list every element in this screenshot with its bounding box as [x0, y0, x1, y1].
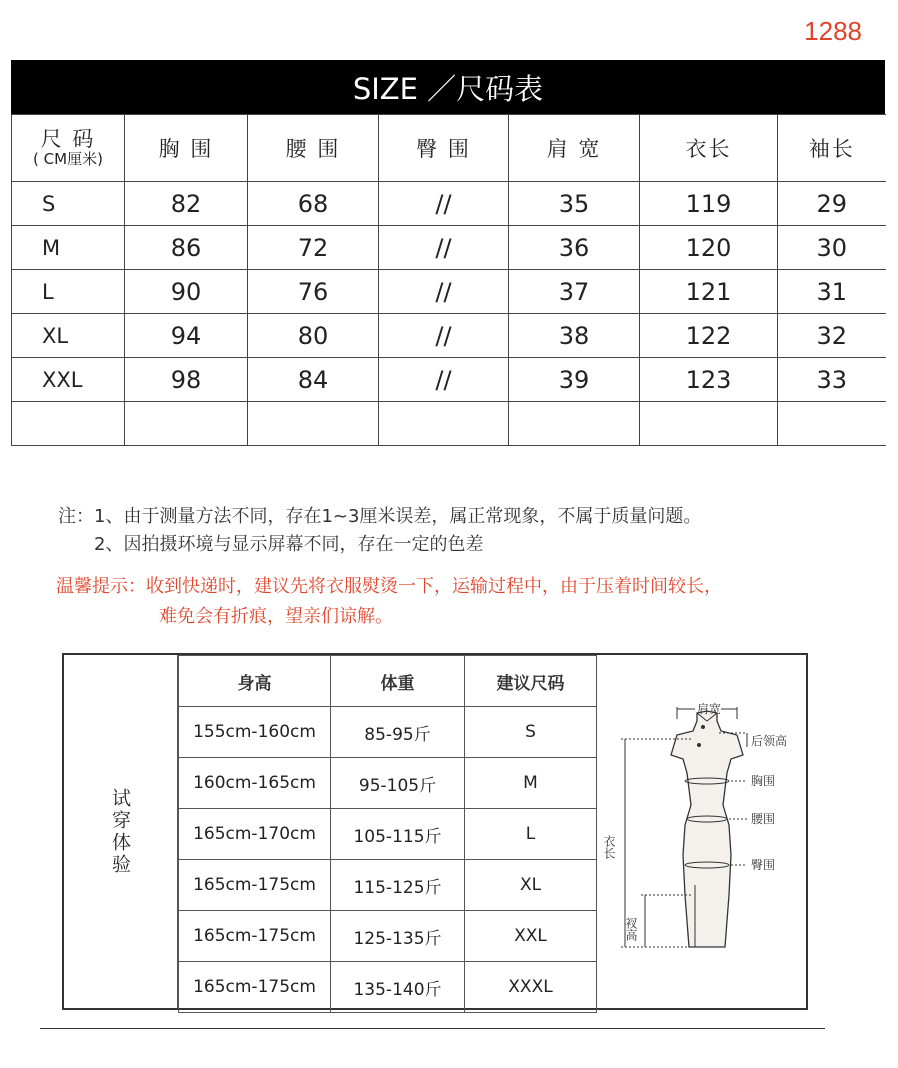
header-shoulder: 肩 宽: [509, 115, 640, 182]
cell-waist: 68: [248, 182, 379, 226]
diagram-label-collar: 后领高: [751, 734, 788, 748]
fitting-cell-size: S: [465, 707, 597, 758]
cell-length: 121: [640, 270, 778, 314]
header-size-label: 尺 码: [40, 127, 96, 152]
fitting-cell-height: 155cm-160cm: [179, 707, 331, 758]
cell-length: 123: [640, 358, 778, 402]
cell-shoulder: 39: [509, 358, 640, 402]
fitting-cell-height: 165cm-175cm: [179, 962, 331, 1013]
cell-sleeve: 31: [778, 270, 886, 314]
cell-chest: 86: [125, 226, 248, 270]
cell-waist: 72: [248, 226, 379, 270]
table-row: [179, 707, 597, 758]
empty-row: [12, 402, 886, 446]
cell-size: L: [12, 270, 125, 314]
cell-sleeve: 29: [778, 182, 886, 226]
fitting-cell-height: 165cm-175cm: [179, 911, 331, 962]
cell-chest: 82: [125, 182, 248, 226]
cell-shoulder: 36: [509, 226, 640, 270]
fitting-cell-size: XXL: [465, 911, 597, 962]
empty-cell: [778, 402, 886, 446]
diagram-label-hip: 臀围: [751, 858, 776, 872]
table-row: [179, 962, 597, 1013]
table-row: [12, 226, 886, 270]
cell-size: M: [12, 226, 125, 270]
header-sleeve: 袖长: [778, 115, 886, 182]
warm-tip: [56, 572, 722, 632]
diagram-label-length: 衣长: [602, 835, 616, 859]
cell-waist: 80: [248, 314, 379, 358]
table-row: [179, 860, 597, 911]
cell-hip: //: [379, 226, 509, 270]
fitting-cell-height: 165cm-170cm: [179, 809, 331, 860]
fitting-cell-weight: 115-125斤: [331, 860, 465, 911]
empty-cell: [379, 402, 509, 446]
table-row: [12, 182, 886, 226]
product-code: 1288: [804, 16, 862, 46]
diagram-label-chest: 胸围: [751, 774, 776, 788]
fitting-cell-size: M: [465, 758, 597, 809]
header-hip: 臀 围: [379, 115, 509, 182]
diagram-label-slit: 衩高: [624, 917, 638, 941]
table-row: [179, 911, 597, 962]
tip-line-2: 难免会有折痕，望亲们谅解。: [159, 606, 393, 627]
table-row: [12, 270, 886, 314]
fitting-experience-panel: [62, 653, 808, 1010]
header-length: 衣长: [640, 115, 778, 182]
fitting-header-height: 身高: [179, 656, 331, 707]
fitting-cell-height: 160cm-165cm: [179, 758, 331, 809]
cell-hip: //: [379, 182, 509, 226]
fitting-label-cell: [64, 655, 178, 1008]
diagram-label-shoulder: 肩宽: [697, 702, 722, 716]
size-chart-title: SIZE ／尺码表: [11, 60, 885, 114]
note-line-2: 2、因拍摄环境与显示屏幕不同，存在一定的色差: [94, 534, 484, 555]
fitting-cell-size: XL: [465, 860, 597, 911]
table-row: [12, 314, 886, 358]
fitting-cell-weight: 135-140斤: [331, 962, 465, 1013]
table-row: [179, 758, 597, 809]
table-row: [12, 358, 886, 402]
cell-hip: //: [379, 358, 509, 402]
fitting-cell-weight: 85-95斤: [331, 707, 465, 758]
empty-cell: [509, 402, 640, 446]
qipao-dress-icon: [597, 655, 807, 1008]
qipao-measurement-diagram: [596, 655, 806, 1008]
cell-waist: 84: [248, 358, 379, 402]
fitting-cell-weight: 95-105斤: [331, 758, 465, 809]
bottom-divider: [40, 1028, 825, 1029]
size-chart-table: [11, 114, 886, 446]
table-row: [179, 809, 597, 860]
cell-length: 122: [640, 314, 778, 358]
fitting-header-weight: 体重: [331, 656, 465, 707]
header-chest: 胸 围: [125, 115, 248, 182]
fitting-header-row: [179, 656, 597, 707]
empty-cell: [640, 402, 778, 446]
cell-chest: 94: [125, 314, 248, 358]
cell-length: 120: [640, 226, 778, 270]
cell-size: S: [12, 182, 125, 226]
tip-line-1: 温馨提示：收到快递时，建议先将衣服熨烫一下，运输过程中，由于压着时间较长，: [56, 576, 722, 597]
fitting-cell-weight: 125-135斤: [331, 911, 465, 962]
empty-cell: [12, 402, 125, 446]
measurement-notes: [58, 503, 701, 559]
cell-shoulder: 35: [509, 182, 640, 226]
cell-shoulder: 37: [509, 270, 640, 314]
fitting-cell-size: L: [465, 809, 597, 860]
cell-sleeve: 32: [778, 314, 886, 358]
cell-hip: //: [379, 314, 509, 358]
fitting-label: 试穿体验: [109, 787, 131, 876]
cell-chest: 98: [125, 358, 248, 402]
size-chart-header-row: [12, 115, 886, 182]
cell-size: XXL: [12, 358, 125, 402]
fitting-header-size: 建议尺码: [465, 656, 597, 707]
cell-chest: 90: [125, 270, 248, 314]
cell-sleeve: 30: [778, 226, 886, 270]
header-size: [12, 115, 125, 182]
cell-sleeve: 33: [778, 358, 886, 402]
cell-size: XL: [12, 314, 125, 358]
cell-length: 119: [640, 182, 778, 226]
cell-waist: 76: [248, 270, 379, 314]
fitting-table: [178, 655, 597, 1013]
header-waist: 腰 围: [248, 115, 379, 182]
note-line-1: 注：1、由于测量方法不同，存在1~3厘米误差，属正常现象，不属于质量问题。: [58, 506, 702, 527]
diagram-label-waist: 腰围: [751, 812, 776, 826]
empty-cell: [248, 402, 379, 446]
cell-shoulder: 38: [509, 314, 640, 358]
empty-cell: [125, 402, 248, 446]
header-size-unit: ( CM厘米): [33, 150, 103, 169]
cell-hip: //: [379, 270, 509, 314]
fitting-cell-height: 165cm-175cm: [179, 860, 331, 911]
fitting-cell-weight: 105-115斤: [331, 809, 465, 860]
fitting-cell-size: XXXL: [465, 962, 597, 1013]
